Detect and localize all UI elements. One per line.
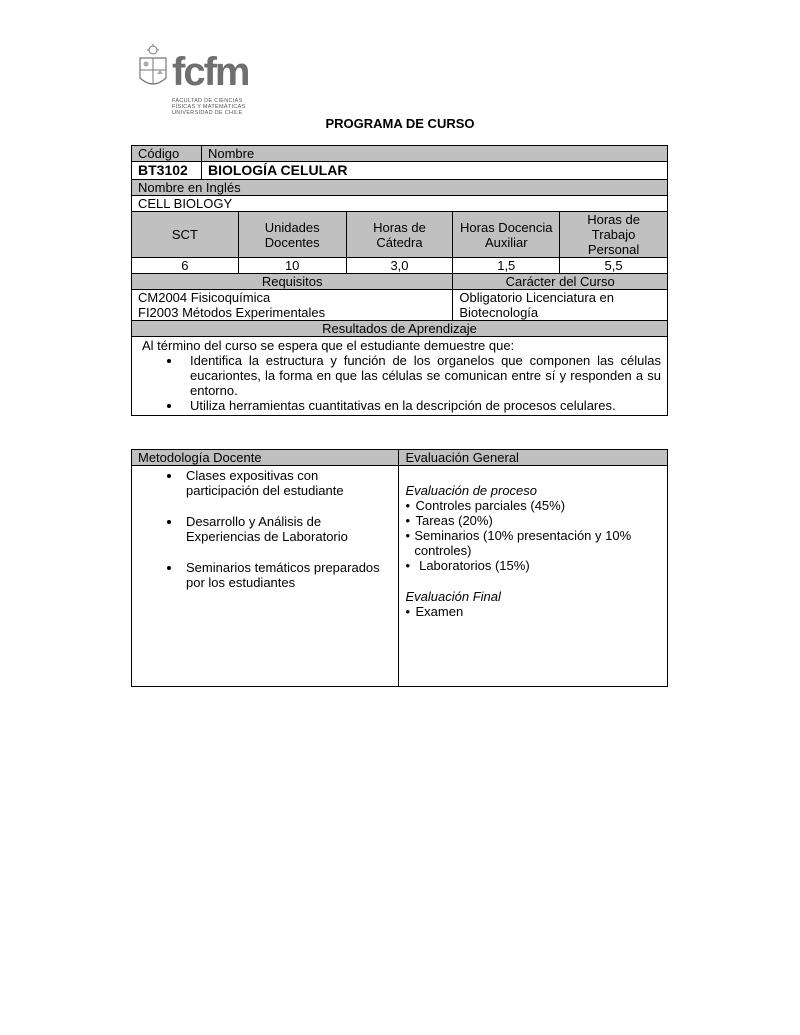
evaluacion-header: Evaluación General <box>399 450 668 466</box>
sct-header: SCT <box>132 212 239 258</box>
list-item <box>405 528 661 558</box>
bullet-icon: • <box>405 513 411 528</box>
resultados-cell <box>132 337 668 416</box>
horas-catedra-value: 3,0 <box>346 258 453 274</box>
course-code: BT3102 <box>132 162 202 180</box>
logo-subtitle-line: UNIVERSIDAD DE CHILE <box>172 110 243 116</box>
horas-trabajo-personal-header: Horas de Trabajo Personal <box>560 212 668 258</box>
metodologia-header: Metodología Docente <box>132 450 399 466</box>
evaluacion-cell <box>399 466 668 687</box>
list-item <box>405 498 661 513</box>
list-item <box>405 513 661 528</box>
evaluacion-proceso-label: Evaluación de proceso <box>405 483 538 498</box>
requisitos-header: Requisitos <box>132 274 453 290</box>
university-crest-icon <box>137 44 169 94</box>
list-item: • Seminarios temáticos preparados por los estudiantes <box>182 560 392 590</box>
list-item-text: Laboratorios (15%) <box>415 558 530 573</box>
sct-value: 6 <box>132 258 239 274</box>
metodologia-evaluacion-table <box>131 449 668 687</box>
requisito-item: CM2004 Fisicoquímica <box>138 290 271 305</box>
bullet-icon: • <box>405 528 411 543</box>
logo-subtitle <box>172 98 246 116</box>
horas-docencia-auxiliar-value: 1,5 <box>453 258 560 274</box>
list-item-text: Tareas (20%) <box>415 513 493 528</box>
page-title: PROGRAMA DE CURSO <box>325 116 475 131</box>
bullet-icon: • <box>405 604 411 619</box>
list-item: • Desarrollo y Análisis de Experiencias de Laboratorio <box>182 514 392 544</box>
list-item: • Utiliza herramientas cuantitativas en la descripción de procesos celulares. <box>182 398 661 413</box>
english-name: CELL BIOLOGY <box>132 196 668 212</box>
logo-subtitle-line: FÍSICAS Y MATEMÁTICAS <box>172 104 246 110</box>
course-info-table <box>131 145 668 416</box>
caracter-value: Obligatorio Licenciatura en Biotecnología <box>453 290 668 321</box>
metodologia-cell <box>132 466 399 687</box>
resultados-list <box>138 353 661 413</box>
list-item-text: Examen <box>415 604 464 619</box>
horas-docencia-auxiliar-header: Horas Docencia Auxiliar <box>453 212 560 258</box>
bullet-icon: • <box>405 498 411 513</box>
list-item <box>405 604 661 619</box>
fcfm-logo <box>137 44 255 118</box>
bullet-icon: • <box>405 558 411 573</box>
horas-trabajo-personal-value: 5,5 <box>560 258 668 274</box>
resultados-header: Resultados de Aprendizaje <box>132 321 668 337</box>
list-item: • Identifica la estructura y función de los organelos que componen las células eucariontes, la forma en que las células se comunican entre sí y responden a su entorno. <box>182 353 661 398</box>
nombre-header: Nombre <box>201 146 667 162</box>
codigo-header: Código <box>132 146 202 162</box>
caracter-header: Carácter del Curso <box>453 274 668 290</box>
requisito-item: FI2003 Métodos Experimentales <box>138 305 326 320</box>
resultados-intro: Al término del curso se espera que el estudiante demuestre que: <box>142 338 515 353</box>
logo-subtitle-line: FACULTAD DE CIENCIAS <box>172 98 243 104</box>
unidades-docentes-value: 10 <box>238 258 346 274</box>
brand-name: fcfm <box>172 50 249 94</box>
course-name: BIOLOGÍA CELULAR <box>201 162 667 180</box>
metodologia-list <box>138 468 392 590</box>
horas-catedra-header: Horas de Cátedra <box>346 212 453 258</box>
english-name-header: Nombre en Inglés <box>132 180 668 196</box>
evaluacion-final-label: Evaluación Final <box>405 589 501 604</box>
list-item-text: Controles parciales (45%) <box>415 498 566 513</box>
list-item-text: Seminarios (10% presentación y 10% controles) <box>414 528 632 558</box>
list-item <box>405 558 661 573</box>
list-item: • Clases expositivas con participación del estudiante <box>182 468 392 498</box>
unidades-docentes-header: Unidades Docentes <box>238 212 346 258</box>
requisitos-cell <box>132 290 453 321</box>
